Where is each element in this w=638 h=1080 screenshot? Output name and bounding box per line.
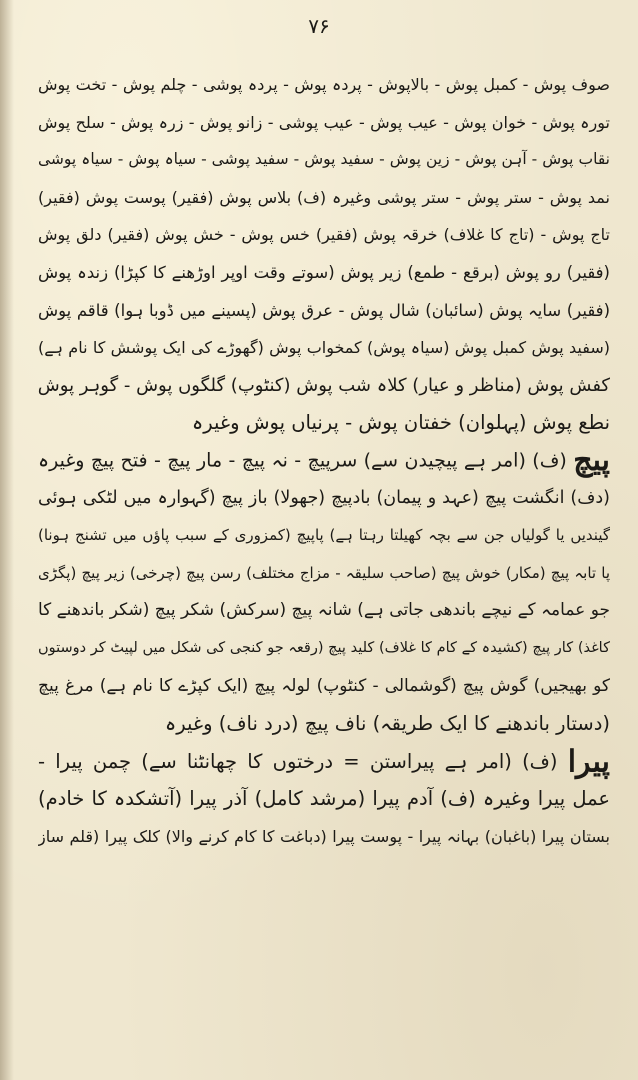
text-line [38,743,610,781]
text-line [38,292,610,330]
line-text: (فقیر) رو پوش (برقع - طمع) زیر پوش (سوتے وقت اوپر اوڑھنے کا کپڑا) زندہ پوش [38,262,610,282]
text-line [38,555,610,593]
text-line [38,818,610,856]
body-text [38,66,610,855]
line-text: بستان پیرا (باغبان) بہانہ پیرا - پوست پیرا (دباغت کا کام کرنے والا) کلک پیرا (قلم ساز [38,826,610,846]
text-line [38,442,610,480]
line-text: گیندیں یا گولیاں جن سے بچہ کھیلتا رہتا ہے) پاپیچ (کمزوری کے سبب پاؤں میں تشنج ہونا) [38,526,610,545]
text-line [38,480,610,518]
line-text: (ف) (امر ہے پیچیدن سے) سرپیچ - نہ پیچ - مار پیچ - فتح پیچ وغیرہ [38,449,567,472]
text-line [38,329,610,367]
line-text: (دف) انگشت پیچ (عہد و پیمان) بادپیچ (جھولا) باز پیچ (گہوارہ میں لٹکی ہوئی [38,487,610,508]
text-line [38,254,610,292]
line-text: کو بھیجیں) گوش پیچ (گوشمالی - کنٹوپ) لولہ پیچ (ایک کپڑے کا نام ہے) مرغ پیچ [38,675,610,696]
text-line [38,404,610,442]
line-text: نقاب پوش - آہن پوش - زین پوش - سفید پوش - سفید پوشی - سیاہ پوش - سیاہ پوشی [38,150,610,169]
line-text: (سفید پوش کمبل پوش (سیاہ پوش) کمخواب پوش (گھوڑے کی ایک پوشش کا نام ہے) [38,338,610,358]
line-text: (ف) (امر ہے پیراستن = درختوں کا چھانٹنا سے) چمن پیرا - [38,749,558,773]
text-line [38,216,610,254]
line-text: کاغذ) کار پیچ (کشیدہ کے کام کا غلاف) کلید پیچ (رقعہ جو کنجی کی شکل میں لپیٹ کر دوستوں [38,639,610,656]
text-line [38,66,610,104]
line-text: پا تابہ پیچ (مکار) خوش پیچ (صاحب سلیقہ - مزاج مختلف) رسن پیچ (چرخی) زیر پیچ (پگڑی [38,563,610,582]
text-line [38,517,610,555]
text-line [38,367,610,405]
line-text: کفش پوش (مناظر و عیار) کلاہ شب پوش (کنٹوپ) گلگوں پوش - گوہر پوش [38,374,610,396]
line-text: نطع پوش (پہلوان) خفتان پوش - پرنیاں پوش وغیرہ [191,411,610,435]
line-text: صوف پوش - کمبل پوش - بالاپوش - پردہ پوش - پردہ پوشی - چلم پوش - تخت پوش [38,75,610,94]
text-line [38,630,610,668]
text-line [38,592,610,630]
line-text: جو عمامہ کے نیچے باندھی جاتی ہے) شانہ پیچ (سرکش) شکر پیچ (شکر باندھنے کا [38,600,610,621]
line-text: نمد پوش - ستر پوش - ستر پوشی وغیرہ (ف) بلاس پوش (فقیر) پوست پوش (فقیر) [38,187,610,207]
text-line [38,141,610,179]
page-number: ۷۶ [308,14,330,38]
text-line [38,179,610,217]
line-text: (دستار باندھنے کا ایک طریقہ) ناف پیچ (درد ناف) وغیرہ [164,712,610,736]
page-binding-shadow [0,0,14,1080]
entry-headword: پیچ [573,442,610,478]
text-line [38,780,610,818]
text-line [38,705,610,743]
text-line [38,668,610,706]
text-line [38,104,610,142]
line-text: (فقیر) سایہ پوش (سائبان) شال پوش - عرق پوش (پسینے میں ڈوبا ہوا) قاقم پوش [38,300,610,320]
line-text: عمل پیرا وغیرہ (ف) آدم پیرا (مرشد کامل) آذر پیرا (آتشکدہ کا خادم) [38,787,610,811]
line-text: تاج پوش - (تاج کا غلاف) خرقہ پوش (فقیر) خس پوش - خش پوش (فقیر) دلق پوش [38,225,610,245]
entry-headword: پیرا [567,744,610,780]
line-text: تورہ پوش - خوان پوش - عیب پوش - عیب پوشی - زانو پوش - زرہ پوش - سلح پوش [38,112,610,132]
